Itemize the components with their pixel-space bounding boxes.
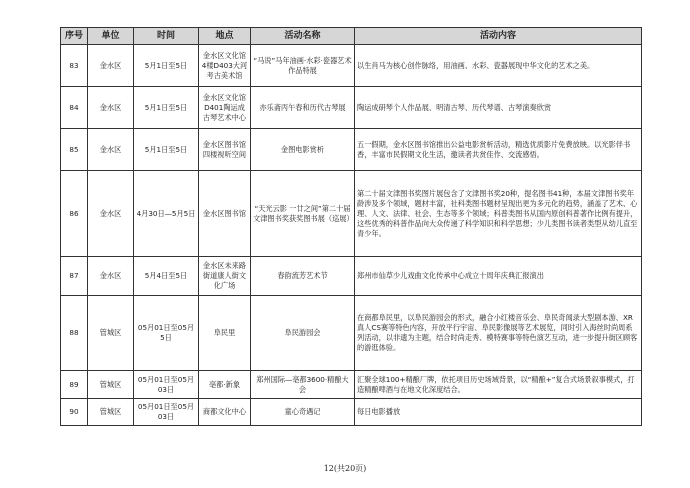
row-unit: 管城区 bbox=[88, 399, 134, 426]
row-activity: 春韵流芳艺术节 bbox=[251, 257, 355, 296]
row-time: 5月1日至5日 bbox=[134, 87, 199, 129]
table-row bbox=[61, 45, 642, 87]
header-activity: 活动名称 bbox=[251, 28, 355, 45]
row-unit: 管城区 bbox=[88, 296, 134, 371]
row-time: 05月01日至05月03日 bbox=[134, 371, 199, 399]
table-row bbox=[61, 257, 642, 296]
row-no: 88 bbox=[61, 296, 88, 371]
row-time: 05月01日至05月03日 bbox=[134, 399, 199, 426]
row-unit: 金水区 bbox=[88, 87, 134, 129]
row-no: 87 bbox=[61, 257, 88, 296]
row-place: 商都文化中心 bbox=[199, 399, 251, 426]
row-activity: 亦乐斋丙午春和历代古琴展 bbox=[251, 87, 355, 129]
row-unit: 金水区 bbox=[88, 171, 134, 257]
row-time: 5月1日至5日 bbox=[134, 129, 199, 171]
row-activity: 阜民游园会 bbox=[251, 296, 355, 371]
table-row bbox=[61, 171, 642, 257]
row-no: 90 bbox=[61, 399, 88, 426]
row-no: 85 bbox=[61, 129, 88, 171]
table-header-row bbox=[61, 28, 642, 45]
row-no: 89 bbox=[61, 371, 88, 399]
row-content: 郑州市仙草少儿戏曲文化传承中心成立十周年庆典汇报演出 bbox=[355, 257, 642, 296]
row-time: 5月1日至5日 bbox=[134, 45, 199, 87]
header-unit: 单位 bbox=[88, 28, 134, 45]
row-unit: 管城区 bbox=[88, 371, 134, 399]
row-content: 以生肖马为核心创作脉络，用油画、水彩、瓷器展现中华文化的艺术之美。 bbox=[355, 45, 642, 87]
row-time: 05月01日至05月5日 bbox=[134, 296, 199, 371]
row-content: 陶运成研琴个人作品展、明清古琴、历代琴谱、古琴演奏欣赏 bbox=[355, 87, 642, 129]
row-activity: 金图电影赏析 bbox=[251, 129, 355, 171]
row-activity: “天光云影 一廿之间”第二十届文津图书奖获奖图书展（巡展） bbox=[251, 171, 355, 257]
row-place: 金水区图书馆四楼视听空间 bbox=[199, 129, 251, 171]
activity-schedule-table bbox=[60, 27, 642, 426]
table-row bbox=[61, 296, 642, 371]
row-content: 在商都阜民里，以阜民游园会的形式，融合小红楼音乐会、阜民奇闻录大型剧本游、XR真人CS赛等特色内容，开放平行宇宙、阜民影像展等艺术展览，同时引入海丝时尚周系列活动，以非遗为主题，结合时尚走秀、模特赛事等特色演艺互动，进一步提升街区顾客的游逛体验。 bbox=[355, 296, 642, 371]
row-place: 金水区图书馆 bbox=[199, 171, 251, 257]
row-no: 83 bbox=[61, 45, 88, 87]
row-activity: 郑州国际—亳都3600·精酿大会 bbox=[251, 371, 355, 399]
row-content: 第二十届文津图书奖图片展包含了文津图书奖20种，提名图书41种，本届文津图书奖年龄涉及多个领域，题材丰富，社科类图书题材呈现出更为多元化的趋势，涵盖了艺术、心理、人文、法律、社会、生态等多个领域；科普类图书从国内原创科普著作比例有提升，这些优秀的科普作品向大众传递了科学知识和科学思想；少儿类图书读者类型从幼儿直至青少年。 bbox=[355, 171, 642, 257]
row-place: 金水区未来路街道康人街文化广场 bbox=[199, 257, 251, 296]
table-row bbox=[61, 87, 642, 129]
table-row bbox=[61, 371, 642, 399]
header-place: 地点 bbox=[199, 28, 251, 45]
row-place: 亳都·新象 bbox=[199, 371, 251, 399]
row-content: 每日电影播放 bbox=[355, 399, 642, 426]
table-row bbox=[61, 399, 642, 426]
header-no: 序号 bbox=[61, 28, 88, 45]
row-place: 阜民里 bbox=[199, 296, 251, 371]
row-place: 金水区文化馆4楼D403大河考古美术馆 bbox=[199, 45, 251, 87]
row-place: 金水区文化馆D401陶运成古琴艺术中心 bbox=[199, 87, 251, 129]
row-no: 84 bbox=[61, 87, 88, 129]
row-unit: 金水区 bbox=[88, 129, 134, 171]
row-content: 五一假期，金水区图书馆推出公益电影赏析活动，精选优质影片免费放映。以光影伴书香，丰富市民假期文化生活，邀读者共赏佳作、交流感悟。 bbox=[355, 129, 642, 171]
row-time: 5月4日至5日 bbox=[134, 257, 199, 296]
row-unit: 金水区 bbox=[88, 45, 134, 87]
page-number: 12(共20页) bbox=[323, 464, 367, 473]
row-activity: “马说”马年油画·水彩·瓷器艺术作品特展 bbox=[251, 45, 355, 87]
header-time: 时间 bbox=[134, 28, 199, 45]
table-row bbox=[61, 129, 642, 171]
row-activity: 童心奇遇记 bbox=[251, 399, 355, 426]
row-unit: 金水区 bbox=[88, 257, 134, 296]
row-time: 4月30日—5月5日 bbox=[134, 171, 199, 257]
header-content: 活动内容 bbox=[355, 28, 642, 45]
row-content: 汇聚全球100+精酿厂牌，依托项目历史场域背景，以“精酿+”复合式场景叙事模式，打造精酿啤酒与在地文化深度结合。 bbox=[355, 371, 642, 399]
row-no: 86 bbox=[61, 171, 88, 257]
